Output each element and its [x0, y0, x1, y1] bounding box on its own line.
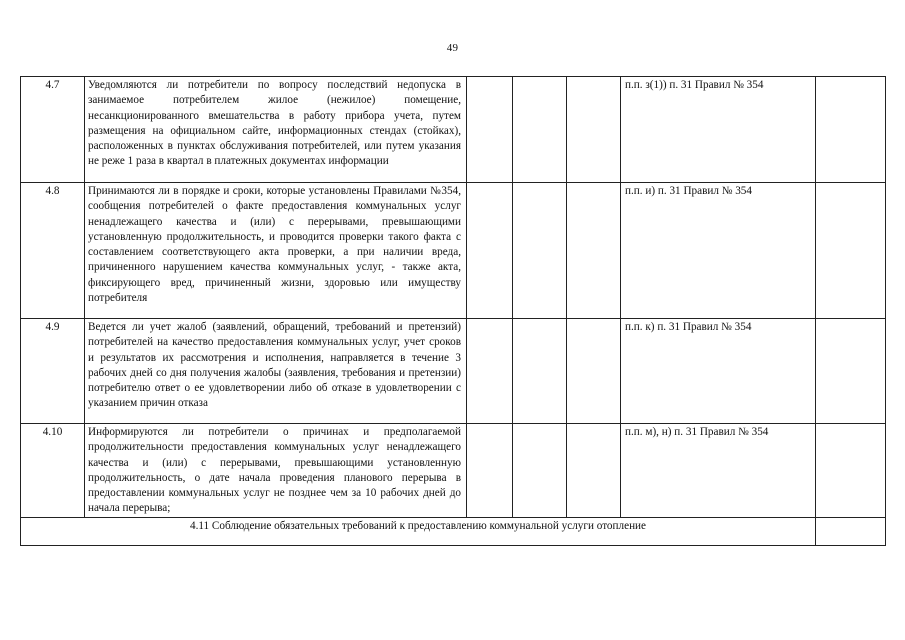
- answer-cell-na: [567, 424, 621, 518]
- page-number: 49: [446, 42, 459, 54]
- notes-cell: [816, 319, 886, 424]
- question-text: Уведомляются ли потребители по вопросу последствий недопуска в занимаемое потребителем жилое (нежилое) помещение, несанкционированного вмешательства в работу прибора учета, путем размещения на официальном сайте, информационных стендах (стойках), расположенных в пунктах обслуживания потребителей, или путем указания не реже 1 раза в квартал в платежных документах информации: [85, 77, 467, 183]
- answer-cell-no: [513, 77, 567, 183]
- notes-cell: [816, 424, 886, 518]
- table-row: [21, 319, 886, 424]
- table-row: [21, 77, 886, 183]
- notes-cell: [816, 183, 886, 319]
- answer-cell-yes: [467, 77, 513, 183]
- section-title: 4.11 Соблюдение обязательных требований к предоставлению коммунальной услуги отопление: [21, 517, 816, 545]
- row-number: 4.9: [21, 319, 85, 424]
- table-row: [21, 183, 886, 319]
- answer-cell-yes: [467, 183, 513, 319]
- table-row: [21, 424, 886, 518]
- legal-reference: п.п. и) п. 31 Правил № 354: [621, 183, 816, 319]
- answer-cell-no: [513, 183, 567, 319]
- row-number: 4.8: [21, 183, 85, 319]
- notes-cell: [816, 517, 886, 545]
- answer-cell-na: [567, 183, 621, 319]
- legal-reference: п.п. м), н) п. 31 Правил № 354: [621, 424, 816, 518]
- section-row: [21, 517, 886, 545]
- row-number: 4.10: [21, 424, 85, 518]
- answer-cell-na: [567, 77, 621, 183]
- question-text: Информируются ли потребители о причинах и предполагаемой продолжительности предоставления коммунальных услуг ненадлежащего качества и (или) с перерывами, превышающими установленную продолжительность, о дате начала проведения планового перерыва в предоставлении коммунальных услуг не позднее чем за 10 рабочих дней до начала перерыва;: [85, 424, 467, 518]
- legal-reference: п.п. з(1)) п. 31 Правил № 354: [621, 77, 816, 183]
- answer-cell-yes: [467, 319, 513, 424]
- answer-cell-yes: [467, 424, 513, 518]
- legal-reference: п.п. к) п. 31 Правил № 354: [621, 319, 816, 424]
- checklist-table: [20, 76, 886, 546]
- answer-cell-no: [513, 424, 567, 518]
- question-text: Принимаются ли в порядке и сроки, которые установлены Правилами №354, сообщения потребителей о факте предоставления коммунальных услуг ненадлежащего качества и (или) с перерывами, превышающими установленную продолжительность, и проводится проверки такого факта с составлением соответствующего акта проверки, а при наличии вреда, причиненного нарушением качества коммунальных услуг, - также акта, фиксирующего вред, причиненный жизни, здоровью или имуществу потребителя: [85, 183, 467, 319]
- notes-cell: [816, 77, 886, 183]
- answer-cell-no: [513, 319, 567, 424]
- question-text: Ведется ли учет жалоб (заявлений, обращений, требований и претензий) потребителей на качество предоставления коммунальных услуг, учет сроков и результатов их рассмотрения и исполнения, направляется в течение 3 рабочих дней со дня получения жалобы (заявления, требования и претензии) потребителю ответ о ее удовлетворении либо об отказе в удовлетворении с указанием причин отказа: [85, 319, 467, 424]
- answer-cell-na: [567, 319, 621, 424]
- row-number: 4.7: [21, 77, 85, 183]
